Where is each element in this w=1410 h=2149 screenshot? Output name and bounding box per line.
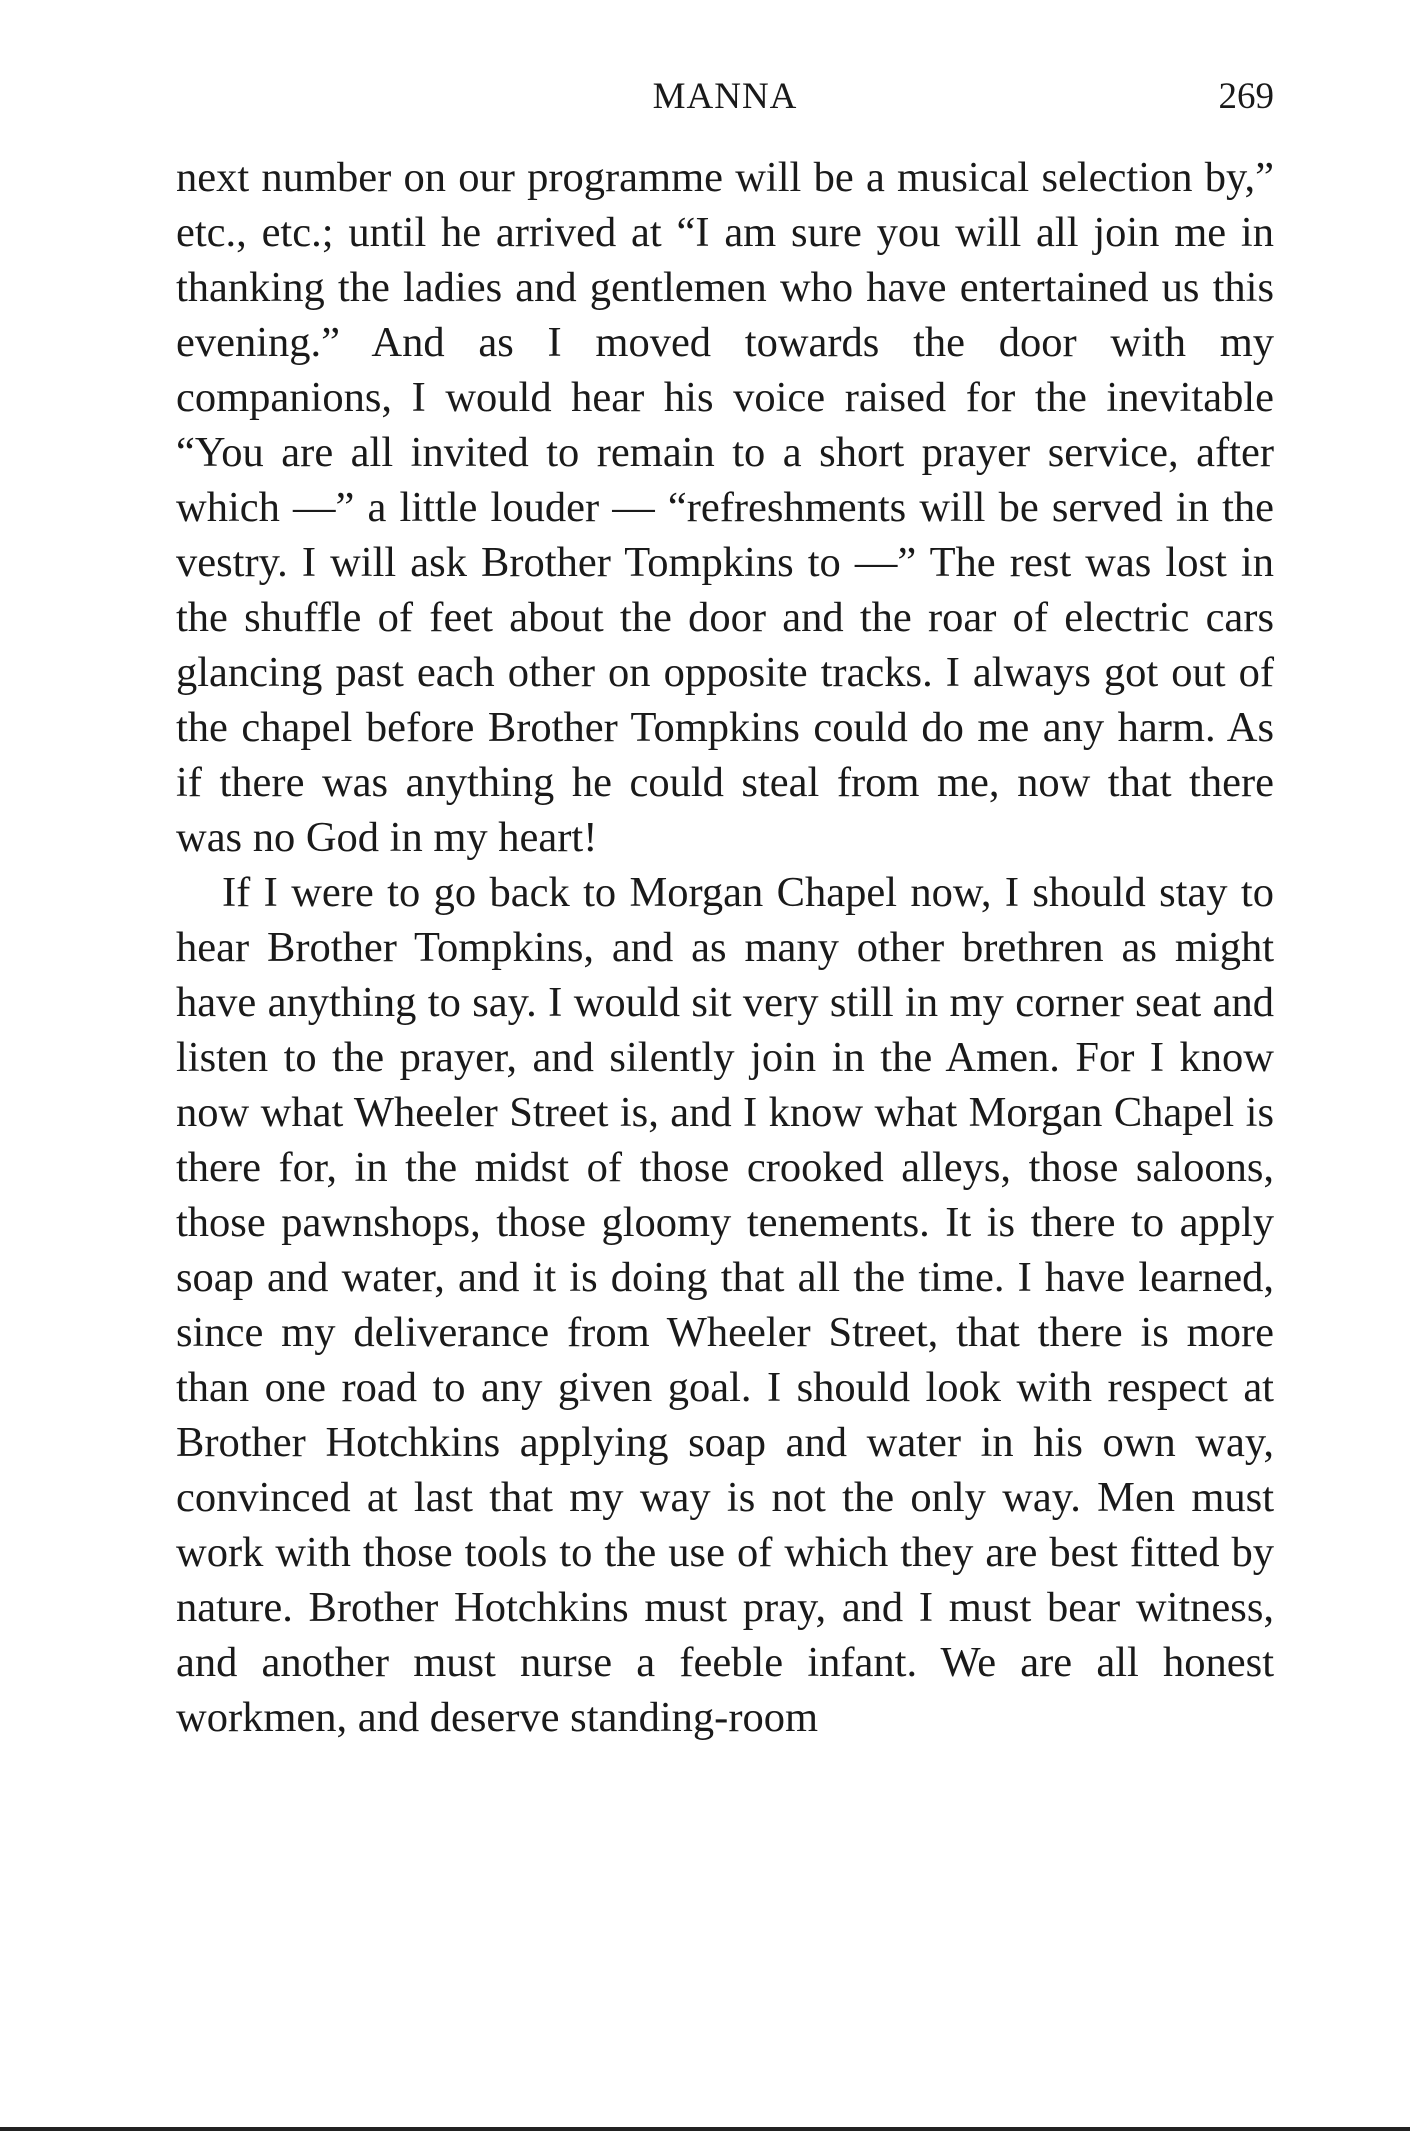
paragraph-2: If I were to go back to Morgan Chapel now, I should stay to hear Brother Tompkins, and as many other brethren as might have anything to say. I would sit very still in my corner seat and listen to the prayer, and silently join in the Amen. For I know now what Wheeler Street is, and I know what Morgan Chapel is there for, in the midst of those crooked alleys, those saloons, those pawnshops, those gloomy tenements. It is there to apply soap and water, and it is doing that all the time. I have learned, since my deliverance from Wheeler Street, that there is more than one road to any given goal. I should look with respect at Brother Hotchkins applying soap and water in his own way, convinced at last that my way is not the only way. Men must work with those tools to the use of which they are best fitted by nature. Brother Hotchkins must pray, and I must bear witness, and another must nurse a feeble infant. We are all honest workmen, and deserve standing-room [176, 869, 1274, 1741]
running-title: MANNA [652, 76, 798, 117]
paragraph-1: next number on our programme will be a musical selection by,” etc., etc.; until he arrived at “I am sure you will all join me in thanking the ladies and gentlemen who have entertained us this evening.” And as I moved towards the door with my companions, I would hear his voice raised for the inevitable “You are all invited to remain to a short prayer service, after which —” a little louder — “refreshments will be served in the vestry. I will ask Brother Tompkins to —” The rest was lost in the shuffle of feet about the door and the roar of electric cars glancing past each other on opposite tracks. I always got out of the chapel before Brother Tompkins could do me any harm. As if there was anything he could steal from me, now that there was no God in my heart! [176, 154, 1274, 861]
page-number: 269 [1218, 76, 1274, 117]
footer-rule [0, 2127, 1410, 2131]
body-text [176, 150, 1274, 1745]
running-head [176, 72, 1274, 122]
